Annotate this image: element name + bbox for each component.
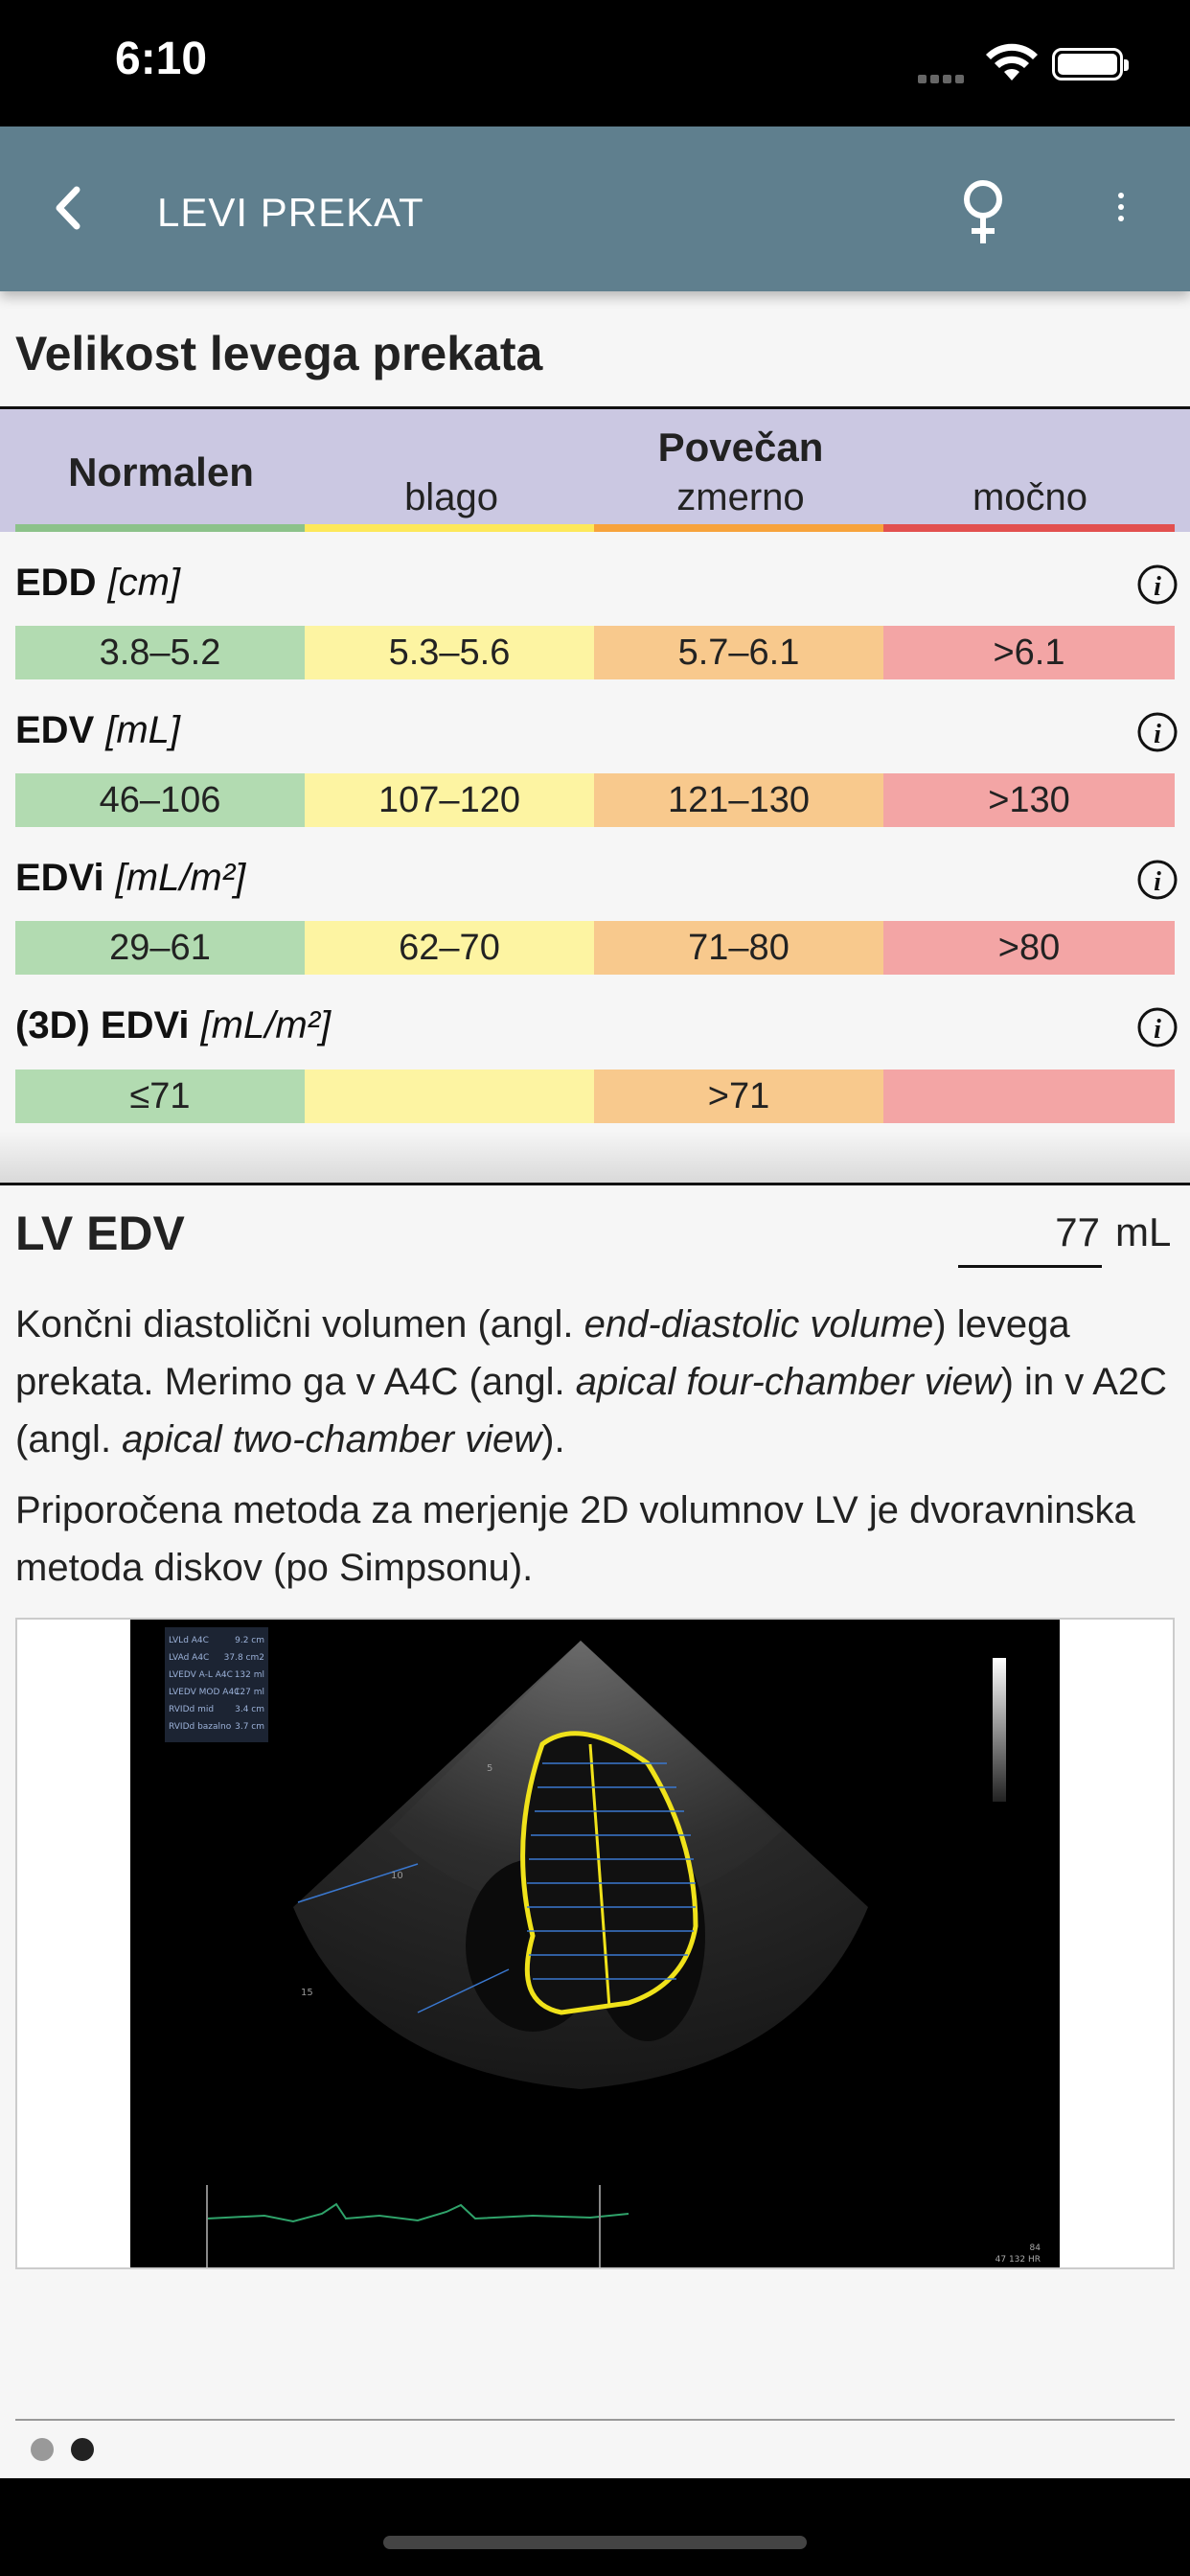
range-cell <box>305 1070 594 1123</box>
bottom-bar <box>0 2478 1190 2576</box>
range-cell: 29–61 <box>15 921 305 975</box>
lv-edv-unit: mL <box>1115 1209 1172 1254</box>
range-cell: >71 <box>594 1070 883 1123</box>
app-bar <box>0 126 1190 291</box>
param-label: EDV [mL] <box>15 709 181 751</box>
lv-edv-value-input[interactable]: 77 <box>1055 1209 1100 1254</box>
range-cell: 71–80 <box>594 921 883 975</box>
wifi-icon <box>985 42 1039 84</box>
header-mild: blago <box>404 476 498 518</box>
lv-edv-title: LV EDV <box>15 1207 185 1260</box>
header-moderate: zmerno <box>676 476 805 518</box>
status-time: 6:10 <box>115 34 208 84</box>
meas-label: RVIDd bazalno <box>169 1722 232 1732</box>
female-icon[interactable] <box>956 178 1010 245</box>
meas-value: 9.2 cm <box>235 1636 264 1645</box>
divider <box>15 2419 1175 2421</box>
divider <box>0 1183 1190 1185</box>
svg-text:i: i <box>1154 720 1161 749</box>
meas-value: 3.7 cm <box>235 1722 264 1732</box>
range-cell: >6.1 <box>883 626 1175 679</box>
meas-value: 3.4 cm <box>235 1705 264 1714</box>
more-vert-icon[interactable] <box>1111 190 1131 228</box>
meas-value: 127 ml <box>234 1688 264 1697</box>
bar-mild <box>305 524 594 532</box>
page-dot-active[interactable] <box>71 2438 94 2461</box>
info-icon[interactable] <box>1136 1006 1179 1048</box>
method-paragraph: Priporočena metoda za merjenje 2D volumnov LV je dvoravninska metoda diskov (po Simpsonu). <box>15 1489 1135 1589</box>
severity-header <box>0 409 1190 532</box>
depth-tick: 5 <box>487 1763 493 1774</box>
range-cell: ≤71 <box>15 1070 305 1123</box>
svg-text:i: i <box>1154 572 1161 602</box>
app-bar-title: LEVI PREKAT <box>157 190 424 235</box>
range-cell: 121–130 <box>594 773 883 827</box>
header-normal: Normalen <box>68 449 254 494</box>
info-icon[interactable] <box>1136 564 1179 606</box>
meas-label: RVIDd mid <box>169 1705 215 1714</box>
svg-text:i: i <box>1154 867 1161 897</box>
battery-icon <box>1052 48 1123 80</box>
meas-label: LVEDV A-L A4C <box>169 1670 233 1680</box>
signal-icon <box>918 71 968 88</box>
chevron-left-icon[interactable] <box>50 184 88 232</box>
meas-value: 132 ml <box>234 1670 264 1680</box>
value-underline <box>958 1265 1102 1268</box>
range-cell: 5.3–5.6 <box>305 626 594 679</box>
range-cell: 5.7–6.1 <box>594 626 883 679</box>
depth-tick: 15 <box>301 1988 313 1998</box>
info-icon[interactable] <box>1136 711 1179 753</box>
depth-tick: 10 <box>391 1871 403 1881</box>
section-title: Velikost levega prekata <box>15 327 543 380</box>
range-cell: 46–106 <box>15 773 305 827</box>
meas-label: LVLd A4C <box>169 1636 209 1645</box>
range-cell: 107–120 <box>305 773 594 827</box>
status-bar <box>0 0 1190 126</box>
bar-severe <box>883 524 1175 532</box>
description-paragraph: Končni diastolični volumen (angl. end-diastolic volume) levega prekata. Merimo ga v A4C (angl. apical four-chamber view) in v A2C (angl. apical two-chamber view). <box>15 1303 1168 1460</box>
header-enlarged: Povečan <box>657 425 824 470</box>
meas-value: 37.8 cm2 <box>223 1653 264 1663</box>
echo-image-graphic <box>130 1620 1060 2267</box>
svg-text:i: i <box>1154 1015 1161 1045</box>
range-cell: >130 <box>883 773 1175 827</box>
range-cell: 3.8–5.2 <box>15 626 305 679</box>
range-cell: >80 <box>883 921 1175 975</box>
param-label: EDVi [mL/m²] <box>15 857 246 899</box>
scroll-fade <box>0 1131 1190 1184</box>
bar-normal <box>15 524 305 532</box>
bar-moderate <box>594 524 883 532</box>
echo-image <box>130 1620 1060 2267</box>
meas-label: LVEDV MOD A4C <box>169 1688 240 1697</box>
meas-label: LVAd A4C <box>169 1653 210 1663</box>
range-cell: 62–70 <box>305 921 594 975</box>
info-icon[interactable] <box>1136 859 1179 901</box>
param-label: EDD [cm] <box>15 562 180 604</box>
range-cell <box>883 1070 1175 1123</box>
page-dot[interactable] <box>31 2438 54 2461</box>
param-label: (3D) EDVi [mL/m²] <box>15 1004 332 1046</box>
hr-value: 84 <box>1029 2243 1041 2253</box>
header-severe: močno <box>972 476 1088 518</box>
home-indicator[interactable] <box>383 2536 807 2549</box>
hr-label: 47 132 HR <box>995 2255 1041 2265</box>
